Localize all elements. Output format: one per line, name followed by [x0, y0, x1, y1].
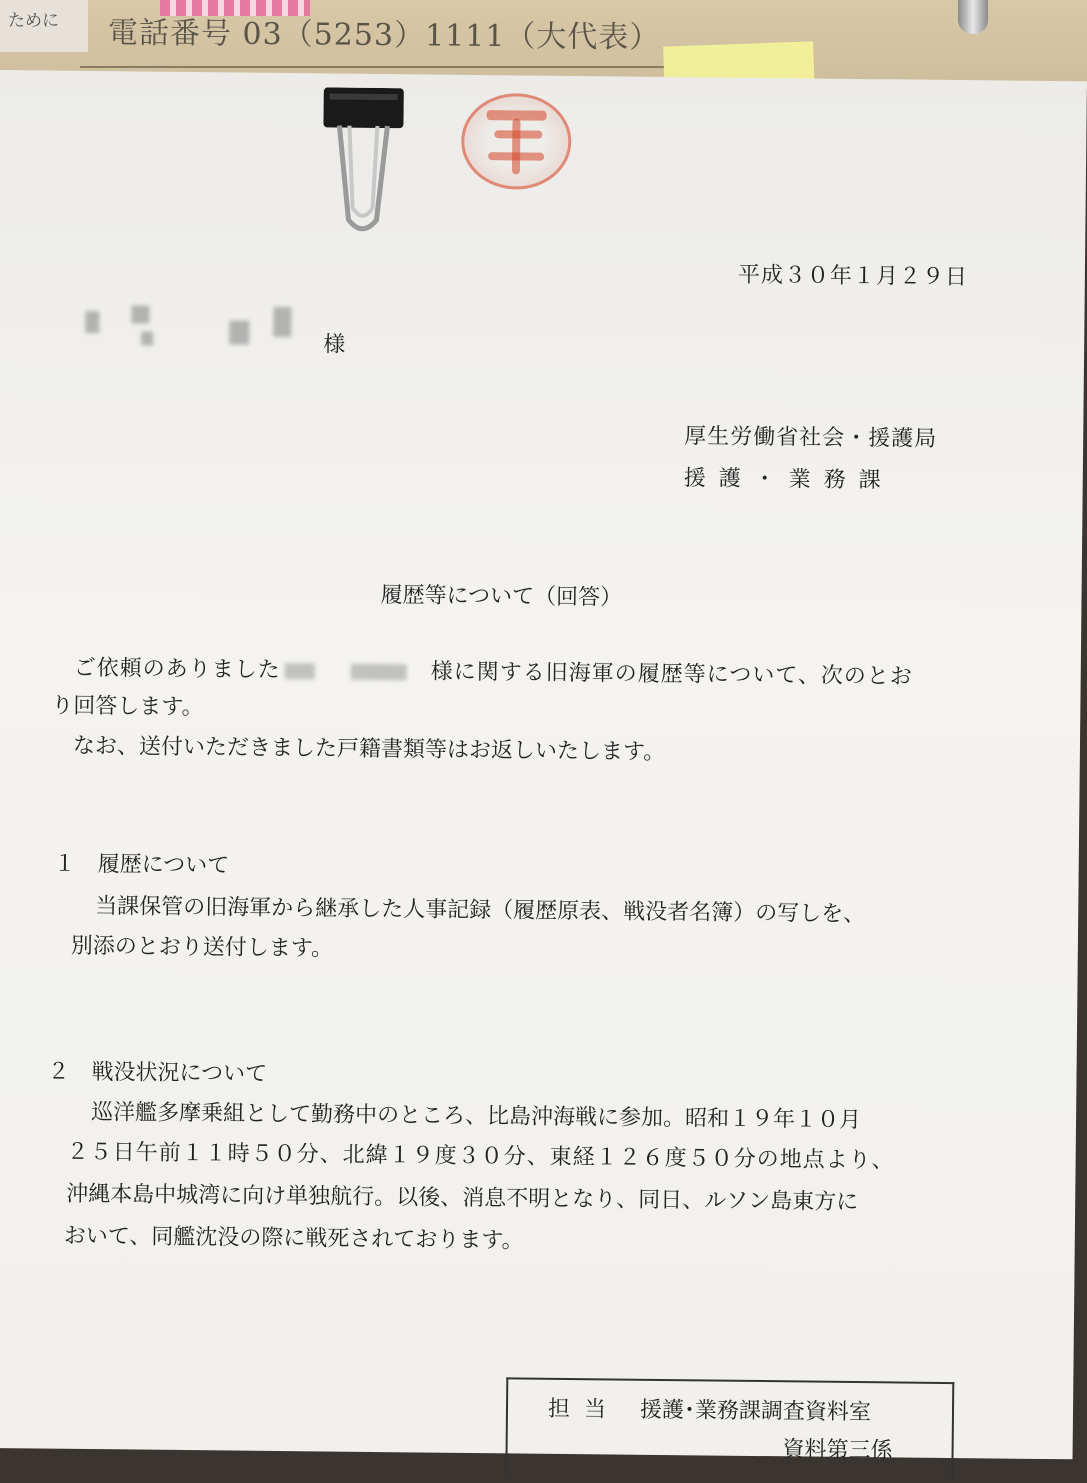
section-2-body-line: 巡洋艦多摩乗組として勤務中のところ、比島沖海戦に参加。昭和１９年１０月: [90, 1100, 862, 1134]
section-2-title: 戦没状況について: [91, 1060, 268, 1087]
intro-line-3: なお、送付いただきました戸籍書類等はお返しいたします。: [72, 733, 666, 766]
contact-office: 援護･業務課調査資料室: [639, 1397, 872, 1426]
inline-name-redacted: [281, 659, 431, 685]
letter-page: [0, 70, 1087, 1464]
intro-line-2: り回答します。: [51, 693, 204, 721]
binder-clip-icon: [320, 87, 406, 238]
section-2-number: ２: [47, 1059, 70, 1085]
letter-date: 平成３０年１月２９日: [737, 262, 969, 291]
section-1-number: １: [53, 851, 76, 877]
contact-label: 担当: [547, 1396, 621, 1423]
recipient-name-redacted: [85, 305, 295, 347]
back-sheet-rule: [80, 66, 680, 68]
section-2-heading: [47, 1053, 267, 1095]
sender-department: 厚生労働省社会・援護局: [684, 424, 938, 452]
pen-tip: [958, 0, 988, 34]
recipient-honorific: 様: [323, 332, 346, 358]
back-sheet-phone: 電話番号 03（5253）1111（大代表）: [107, 15, 661, 56]
section-1-title: 履歴について: [97, 852, 230, 879]
back-sheet-text: ために: [0, 0, 88, 52]
section-1-body-line: 別添のとおり送付します。: [70, 933, 334, 962]
section-2-body-line: おいて、同艦沈没の際に戦死されております。: [63, 1223, 524, 1254]
sender-section: 援護・業務課: [683, 466, 894, 494]
section-2-body-line: 沖縄本島中城湾に向け単独航行。以後、消息不明となり、同日、ルソン島東方に: [66, 1181, 859, 1216]
letter-subject: 履歴等について（回答）: [380, 583, 623, 611]
section-1-body-line: 当課保管の旧海軍から継承した人事記録（履歴原表、戦没者名簿）の写しを、: [95, 894, 866, 928]
contact-box: [505, 1377, 954, 1482]
red-seal-stamp: [461, 93, 572, 190]
intro-line-1-after: 様に関する旧海軍の履歴等について、次のとお: [430, 659, 913, 690]
section-2-body-line: ２５日午前１１時５０分、北緯１９度３０分、東経１２６度５０分の地点より、: [66, 1139, 895, 1174]
contact-unit: 資料第三係: [782, 1437, 893, 1464]
section-1-heading: [53, 845, 229, 887]
intro-line-1-before: ご依頼のありました: [73, 655, 281, 683]
